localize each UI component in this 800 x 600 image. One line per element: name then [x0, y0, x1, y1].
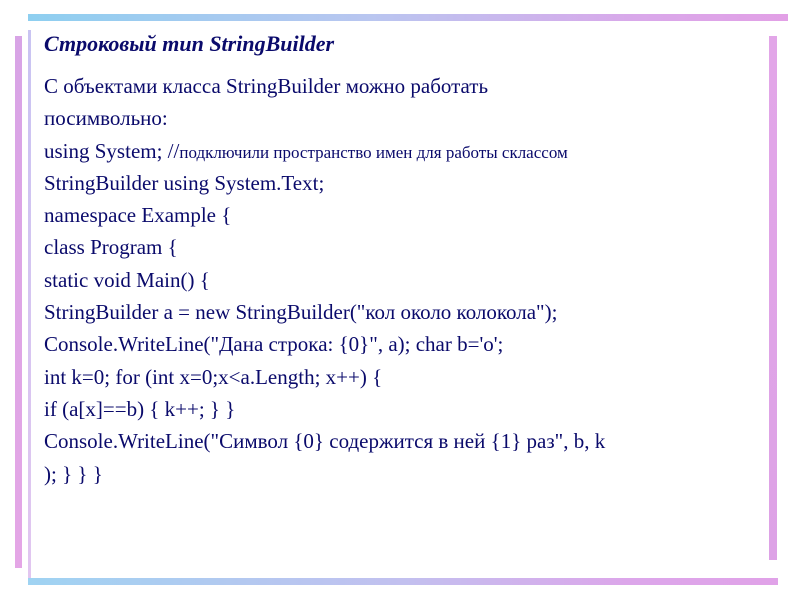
- slide-title: Строковый тип StringBuilder: [44, 31, 335, 56]
- bottom-decorative-bar: [28, 578, 778, 585]
- left-decorative-bar: [15, 36, 22, 568]
- body-line-8: StringBuilder a = new StringBuilder("кол около колокола");: [44, 300, 558, 325]
- top-decorative-bar: [28, 14, 788, 21]
- body-line-10: int k=0; for (int x=0;x<a.Length; x++) {: [44, 364, 383, 389]
- body-line-1: С объектами класса StringBuilder можно работать: [44, 74, 489, 98]
- body-line-12: Console.WriteLine("Символ {0} содержится в ней {1} раз", b, k: [44, 429, 606, 454]
- code-using-system: using System; //: [44, 138, 180, 163]
- slide-body: [44, 70, 769, 490]
- body-line-4: StringBuilder using System.Text;: [44, 170, 325, 195]
- body-line-9: Console.WriteLine("Дана строка: {0}", a); char b='o';: [44, 332, 504, 357]
- body-line-11: if (a[x]==b) { k++; } }: [44, 396, 236, 421]
- body-line-5: namespace Example {: [44, 203, 232, 228]
- body-line-3: [44, 135, 769, 167]
- body-line-13: ); } } }: [44, 461, 103, 486]
- body-line-2: посимвольно:: [44, 106, 168, 131]
- body-line-6: class Program {: [44, 235, 178, 260]
- code-comment: подключили пространство имен для работы склассом: [179, 142, 568, 162]
- left-inner-decorative-bar: [28, 30, 31, 585]
- body-line-7: static void Main() {: [44, 267, 210, 292]
- right-decorative-bar: [769, 36, 777, 560]
